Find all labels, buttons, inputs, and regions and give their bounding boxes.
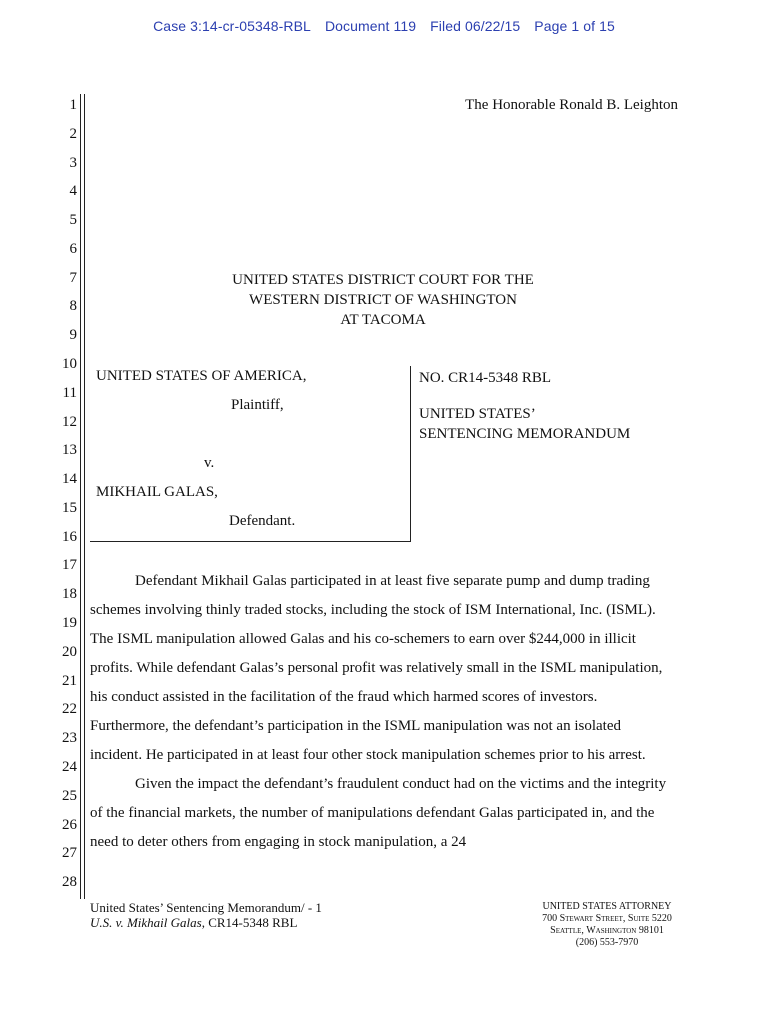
paragraph: Defendant Mikhail Galas participated in at least five separate pump and dump trading schemes involving thinly traded stocks, including the stock of ISM International, Inc. (ISML). The ISML manipulation allowed Galas and his co-schemers to earn over $244,000 in illicit profits. While defendant Galas’s personal profit was relatively small in the ISML manipulation, his conduct assisted in the facilitation of the fraud which harmed scores of investors. Furthermore, the defendant’s participation in the ISML manipulation was not an isolated incident. He participated in at least four other stock manipulation schemes prior to his arrest. xyxy=(90,573,663,763)
footer-office-address xyxy=(532,901,682,949)
line-number: 24 xyxy=(62,758,77,775)
line-number: 26 xyxy=(62,816,77,833)
defendant-name: MIKHAIL GALAS, xyxy=(96,484,218,500)
line-number: 23 xyxy=(62,730,77,747)
line-number: 10 xyxy=(62,356,77,373)
line-number: 16 xyxy=(62,528,77,545)
case-number: NO. CR14-5348 RBL xyxy=(419,370,552,386)
line-number: 4 xyxy=(69,183,77,200)
line-number: 11 xyxy=(62,384,77,401)
footer-address-line: Seattle, Washington 98101 xyxy=(550,925,664,936)
court-heading-line: WESTERN DISTRICT OF WASHINGTON xyxy=(249,292,517,308)
plaintiff-name: UNITED STATES OF AMERICA, xyxy=(96,368,307,384)
footer-case-caption-rest: , CR14-5348 RBL xyxy=(201,915,298,930)
line-numbers xyxy=(0,0,80,1024)
defendant-role: Defendant. xyxy=(229,513,296,529)
line-number: 18 xyxy=(62,586,77,603)
margin-rule xyxy=(84,94,85,899)
line-number: 6 xyxy=(69,240,77,257)
line-number: 28 xyxy=(62,874,77,891)
line-number: 1 xyxy=(69,97,77,113)
document-title-line: SENTENCING MEMORANDUM xyxy=(419,426,631,442)
footer-document-info xyxy=(90,900,322,930)
footer-case-caption-italic: U.S. v. Mikhail Galas xyxy=(90,915,202,930)
line-number: 7 xyxy=(69,269,77,286)
ecf-page-number: Page 1 of 15 xyxy=(534,18,615,34)
margin-rule xyxy=(80,94,81,899)
footer-case-caption xyxy=(90,915,322,930)
line-number: 8 xyxy=(69,298,77,315)
ecf-document-number: Document 119 xyxy=(324,18,417,34)
ecf-header xyxy=(0,18,768,34)
caption-divider xyxy=(410,366,411,541)
footer-office: UNITED STATES ATTORNEY xyxy=(542,901,672,912)
versus: v. xyxy=(204,455,215,471)
line-number: 5 xyxy=(69,212,77,229)
line-number: 3 xyxy=(69,154,77,171)
line-number: 15 xyxy=(62,499,77,516)
footer-address-line: 700 Stewart Street, Suite 5220 xyxy=(542,913,672,924)
line-number: 13 xyxy=(62,442,77,459)
document-title xyxy=(419,404,630,444)
footer-phone: (206) 553-7970 xyxy=(575,937,639,948)
line-number: 21 xyxy=(62,672,77,689)
line-number: 27 xyxy=(62,845,77,862)
line-number: 14 xyxy=(62,471,77,488)
plaintiff-role: Plaintiff, xyxy=(231,397,284,413)
caption-divider xyxy=(90,541,411,542)
line-number: 12 xyxy=(62,413,77,430)
ecf-filed-date: Filed 06/22/15 xyxy=(430,18,521,34)
document-title-line: UNITED STATES’ xyxy=(419,406,536,422)
line-number: 22 xyxy=(62,701,77,718)
ecf-case-number: Case 3:14-cr-05348-RBL xyxy=(153,18,311,34)
court-heading xyxy=(120,270,646,330)
line-number: 17 xyxy=(62,557,77,574)
line-number: 9 xyxy=(69,327,77,344)
body-text xyxy=(90,567,675,857)
line-number: 25 xyxy=(62,787,77,804)
judge-name: The Honorable Ronald B. Leighton xyxy=(465,97,678,113)
footer-document-name: United States’ Sentencing Memorandum/ - 1 xyxy=(90,900,322,915)
court-heading-line: UNITED STATES DISTRICT COURT FOR THE xyxy=(232,272,534,288)
line-number: 2 xyxy=(69,125,77,142)
line-number: 19 xyxy=(62,615,77,632)
paragraph: Given the impact the defendant’s fraudulent conduct had on the victims and the integrity of the financial markets, the number of manipulations defendant Galas participated in, and the need to deter others from engaging in stock manipulation, a 24 xyxy=(90,776,667,850)
court-heading-line: AT TACOMA xyxy=(340,312,426,328)
line-number: 20 xyxy=(62,643,77,660)
